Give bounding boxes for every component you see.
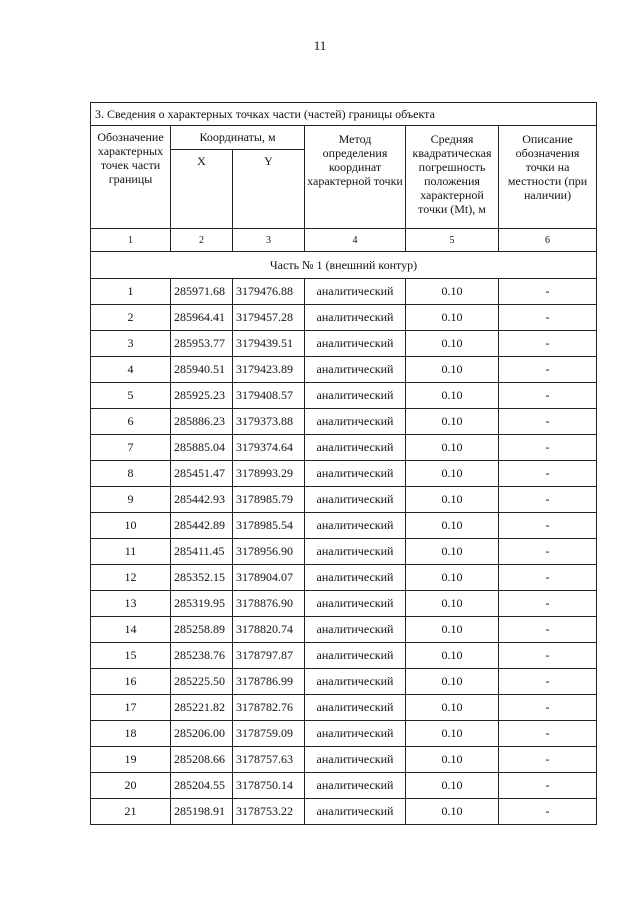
method-cell: аналитический (305, 279, 406, 305)
description-cell: - (499, 513, 597, 539)
point-number: 6 (91, 409, 171, 435)
description-cell: - (499, 747, 597, 773)
table-row (91, 669, 597, 695)
description-cell: - (499, 773, 597, 799)
coordinate-y: 3178759.09 (233, 721, 305, 747)
description-cell: - (499, 799, 597, 825)
error-cell: 0.10 (406, 747, 499, 773)
error-cell: 0.10 (406, 721, 499, 747)
header-designation: Обозначение характерных точек части границы (91, 126, 171, 229)
coordinate-x: 285885.04 (171, 435, 233, 461)
point-number: 17 (91, 695, 171, 721)
method-cell: аналитический (305, 513, 406, 539)
coordinate-x: 285971.68 (171, 279, 233, 305)
point-number: 2 (91, 305, 171, 331)
table-row (91, 643, 597, 669)
coordinate-y: 3178985.79 (233, 487, 305, 513)
point-number: 5 (91, 383, 171, 409)
coordinate-x: 285940.51 (171, 357, 233, 383)
section-title-row (91, 103, 597, 126)
coordinate-y: 3178757.63 (233, 747, 305, 773)
coordinate-y: 3178985.54 (233, 513, 305, 539)
description-cell: - (499, 617, 597, 643)
column-number: 5 (406, 229, 499, 252)
header-coordinates: Координаты, м (171, 126, 305, 150)
error-cell: 0.10 (406, 305, 499, 331)
method-cell: аналитический (305, 305, 406, 331)
error-cell: 0.10 (406, 435, 499, 461)
error-cell: 0.10 (406, 565, 499, 591)
coordinate-x: 285258.89 (171, 617, 233, 643)
description-cell: - (499, 435, 597, 461)
coordinate-x: 285204.55 (171, 773, 233, 799)
method-cell: аналитический (305, 799, 406, 825)
header-error: Средняя квадратическая погрешность положения характерной точки (Mt), м (406, 126, 499, 229)
description-cell: - (499, 357, 597, 383)
coordinate-y: 3178797.87 (233, 643, 305, 669)
coordinate-y: 3179423.89 (233, 357, 305, 383)
coordinate-x: 285352.15 (171, 565, 233, 591)
column-number: 3 (233, 229, 305, 252)
method-cell: аналитический (305, 357, 406, 383)
coordinate-x: 285442.93 (171, 487, 233, 513)
method-cell: аналитический (305, 669, 406, 695)
coordinate-y: 3178904.07 (233, 565, 305, 591)
coordinate-x: 285221.82 (171, 695, 233, 721)
coordinate-x: 285886.23 (171, 409, 233, 435)
error-cell: 0.10 (406, 539, 499, 565)
coordinate-x: 285198.91 (171, 799, 233, 825)
coordinate-x: 285411.45 (171, 539, 233, 565)
description-cell: - (499, 383, 597, 409)
method-cell: аналитический (305, 565, 406, 591)
characteristic-points-table (90, 102, 597, 825)
method-cell: аналитический (305, 539, 406, 565)
table-row (91, 721, 597, 747)
coordinate-y: 3178820.74 (233, 617, 305, 643)
coordinate-x: 285953.77 (171, 331, 233, 357)
page-number: 11 (313, 38, 327, 53)
coordinate-x: 285238.76 (171, 643, 233, 669)
coordinate-y: 3179476.88 (233, 279, 305, 305)
column-number: 1 (91, 229, 171, 252)
description-cell: - (499, 461, 597, 487)
point-number: 15 (91, 643, 171, 669)
error-cell: 0.10 (406, 799, 499, 825)
point-number: 1 (91, 279, 171, 305)
table-row (91, 305, 597, 331)
part-title: Часть № 1 (внешний контур) (91, 252, 597, 279)
error-cell: 0.10 (406, 331, 499, 357)
part-title-row (91, 252, 597, 279)
point-number: 19 (91, 747, 171, 773)
coordinate-y: 3179457.28 (233, 305, 305, 331)
description-cell: - (499, 695, 597, 721)
error-cell: 0.10 (406, 279, 499, 305)
coordinate-x: 285442.89 (171, 513, 233, 539)
description-cell: - (499, 591, 597, 617)
method-cell: аналитический (305, 461, 406, 487)
table-row (91, 747, 597, 773)
coordinate-y: 3178956.90 (233, 539, 305, 565)
table-row (91, 773, 597, 799)
coordinate-y: 3179374.64 (233, 435, 305, 461)
table-row (91, 487, 597, 513)
point-number: 10 (91, 513, 171, 539)
coordinate-y: 3178782.76 (233, 695, 305, 721)
point-number: 20 (91, 773, 171, 799)
description-cell: - (499, 669, 597, 695)
coordinate-y: 3178993.29 (233, 461, 305, 487)
column-number: 2 (171, 229, 233, 252)
table-row (91, 357, 597, 383)
error-cell: 0.10 (406, 487, 499, 513)
point-number: 3 (91, 331, 171, 357)
coordinate-x: 285225.50 (171, 669, 233, 695)
coordinate-y: 3178753.22 (233, 799, 305, 825)
point-number: 13 (91, 591, 171, 617)
table-row (91, 279, 597, 305)
method-cell: аналитический (305, 409, 406, 435)
error-cell: 0.10 (406, 669, 499, 695)
column-numbers-row (91, 229, 597, 252)
table-row (91, 591, 597, 617)
table-row (91, 461, 597, 487)
header-method: Метод определения координат характерной точки (305, 126, 406, 229)
method-cell: аналитический (305, 617, 406, 643)
point-number: 14 (91, 617, 171, 643)
error-cell: 0.10 (406, 695, 499, 721)
description-cell: - (499, 565, 597, 591)
method-cell: аналитический (305, 591, 406, 617)
table-row (91, 539, 597, 565)
coordinate-y: 3179408.57 (233, 383, 305, 409)
table-row (91, 383, 597, 409)
description-cell: - (499, 409, 597, 435)
point-number: 11 (91, 539, 171, 565)
error-cell: 0.10 (406, 591, 499, 617)
coordinate-x: 285925.23 (171, 383, 233, 409)
table-row (91, 617, 597, 643)
error-cell: 0.10 (406, 383, 499, 409)
table-row (91, 513, 597, 539)
error-cell: 0.10 (406, 773, 499, 799)
coordinate-x: 285451.47 (171, 461, 233, 487)
header-description: Описание обозначения точки на местности (при наличии) (499, 126, 597, 229)
method-cell: аналитический (305, 721, 406, 747)
column-number: 4 (305, 229, 406, 252)
point-number: 9 (91, 487, 171, 513)
method-cell: аналитический (305, 435, 406, 461)
error-cell: 0.10 (406, 357, 499, 383)
header-y: Y (233, 150, 305, 229)
coordinate-x: 285319.95 (171, 591, 233, 617)
description-cell: - (499, 539, 597, 565)
point-number: 16 (91, 669, 171, 695)
error-cell: 0.10 (406, 617, 499, 643)
point-number: 21 (91, 799, 171, 825)
table-row (91, 565, 597, 591)
table-row (91, 409, 597, 435)
coordinate-x: 285208.66 (171, 747, 233, 773)
coordinate-y: 3178876.90 (233, 591, 305, 617)
point-number: 4 (91, 357, 171, 383)
point-number: 8 (91, 461, 171, 487)
description-cell: - (499, 331, 597, 357)
section-title: 3. Сведения о характерных точках части (частей) границы объекта (91, 103, 597, 126)
coordinate-x: 285206.00 (171, 721, 233, 747)
header-row-top (91, 126, 597, 150)
method-cell: аналитический (305, 773, 406, 799)
description-cell: - (499, 643, 597, 669)
column-number: 6 (499, 229, 597, 252)
table-row (91, 695, 597, 721)
method-cell: аналитический (305, 643, 406, 669)
method-cell: аналитический (305, 747, 406, 773)
method-cell: аналитический (305, 331, 406, 357)
description-cell: - (499, 487, 597, 513)
coordinate-y: 3178750.14 (233, 773, 305, 799)
table-row (91, 331, 597, 357)
coordinate-y: 3179439.51 (233, 331, 305, 357)
error-cell: 0.10 (406, 513, 499, 539)
point-number: 7 (91, 435, 171, 461)
description-cell: - (499, 305, 597, 331)
error-cell: 0.10 (406, 461, 499, 487)
method-cell: аналитический (305, 695, 406, 721)
coordinate-y: 3178786.99 (233, 669, 305, 695)
method-cell: аналитический (305, 383, 406, 409)
coordinate-y: 3179373.88 (233, 409, 305, 435)
coordinate-x: 285964.41 (171, 305, 233, 331)
error-cell: 0.10 (406, 409, 499, 435)
header-x: X (171, 150, 233, 229)
table-row (91, 435, 597, 461)
description-cell: - (499, 721, 597, 747)
point-number: 12 (91, 565, 171, 591)
table-row (91, 799, 597, 825)
error-cell: 0.10 (406, 643, 499, 669)
method-cell: аналитический (305, 487, 406, 513)
point-number: 18 (91, 721, 171, 747)
description-cell: - (499, 279, 597, 305)
